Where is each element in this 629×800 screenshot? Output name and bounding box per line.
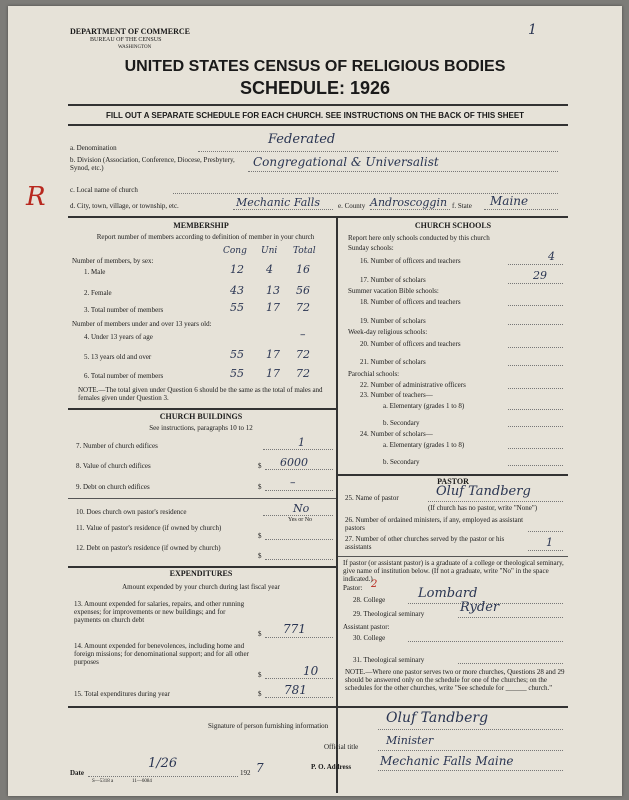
edifice-debt-amount: – [290,476,296,489]
over13-total: 72 [296,348,310,361]
male-uni: 4 [266,263,273,276]
date-value: 1/26 [148,756,178,771]
form-number: S—5318 a [92,779,114,784]
buildings-heading: CHURCH BUILDINGS [159,412,243,421]
running-expenses-value: 771 [283,622,306,636]
membership-note-top: Report number of members according to definition of member in your church [96,233,315,241]
col-uni: Uni [261,246,278,256]
q24b-label: b. Secondary [383,458,420,466]
pastor-name-label: 25. Name of pastor [345,494,399,502]
local-name-label: c. Local name of church [70,186,138,194]
buildings-sub: See instructions, paragraphs 10 to 12 [149,424,253,432]
female-label: 2. Female [84,289,112,297]
total6-uni: 17 [266,367,280,380]
pastor-name-value: Oluf Tandberg [436,484,531,499]
expenditures-heading: EXPENDITURES [169,569,233,578]
residence-own-value: No [293,502,310,515]
col-cong: Cong [223,246,247,256]
total6-total: 72 [296,367,310,380]
benevolences-label: 14. Amount expended for benevolences, including home and foreign missions; for denominational support; and for all other purposes [74,642,249,666]
sunday-heading: Sunday schools: [348,244,394,252]
running-expenses-label: 13. Amount expended for salaries, repairs, and other running expenses; for improvements or new buildings; and for payments on church debt [74,600,245,624]
q22-label: 22. Number of administrative officers [360,381,466,389]
total6-label: 6. Total number of members [84,372,164,380]
state-value: Maine [490,194,529,208]
assistant-subheading: Assistant pastor: [343,623,390,631]
other-churches-value: 1 [546,536,553,549]
edifices-value: 1 [298,436,305,449]
division-label: b. Division (Association, Conference, Diocese, Presbytery, Synod, etc.) [70,156,235,172]
q18-label: 18. Number of officers and teachers [360,298,461,306]
female-total: 56 [296,284,310,297]
other-churches-label: 27. Number of other churches served by the pastor or his assistants [345,535,505,551]
over13-cong: 55 [230,348,244,361]
pastor-footnote: NOTE.—Where one pastor serves two or more churches, Questions 28 and 29 should be answered only on the schedule for one of the churches; on the schedules for the other churches, write "See schedule for ______ church." [345,668,565,692]
year-handwritten: 7 [256,761,264,775]
pastor-red-mark: 2 [371,579,378,590]
q21-label: 21. Number of scholars [360,358,426,366]
debt-dollar: $ [258,483,262,491]
benevolences-value: 10 [303,664,319,678]
total-exp-dollar: $ [258,690,262,698]
q17-value: 29 [533,269,547,282]
over13-label: 5. 13 years old and over [84,353,152,361]
pastor-name-note: (If church has no pastor, write "None") [428,504,538,512]
female-uni: 13 [266,284,280,297]
official-title-label: Official title [324,743,359,751]
parochial-heading: Parochial schools: [348,370,400,378]
page-number-mark: 1 [528,22,537,38]
ordained-label: 26. Number of ordained ministers, if any, employed as assistant pastors [345,516,524,532]
division-value: Congregational & Universalist [253,155,439,169]
running-dollar: $ [258,630,262,638]
pastor-heading: PASTOR [437,477,469,486]
residence-debt-label: 12. Debt on pastor's residence (if owned by church) [76,544,221,552]
age-question: Number of members under and over 13 years old: [72,320,212,328]
schools-sub: Report here only schools conducted by this church [348,234,490,242]
city-town-label: d. City, town, village, or township, etc. [70,202,179,210]
seminary-label: 29. Theological seminary [353,610,425,618]
state-label: f. State [452,202,472,210]
membership-footnote: NOTE.—The total given under Question 6 should be the same as the total of males and females given under Question 3. [78,386,323,402]
membership-heading: MEMBERSHIP [173,221,229,230]
q23a-label: a. Elementary (grades 1 to 8) [383,402,465,410]
dept-label: DEPARTMENT OF COMMERCE [70,27,191,36]
q17-label: 17. Number of scholars [360,276,426,284]
form-title: UNITED STATES CENSUS OF RELIGIOUS BODIES [124,58,506,75]
col-total: Total [293,246,316,256]
total-expenditures-value: 781 [284,683,307,697]
denomination-label: a. Denomination [70,144,117,152]
schools-heading: CHURCH SCHOOLS [414,221,492,230]
edifice-value-amount: 6000 [280,456,308,469]
address-label: P. O. Address [311,763,352,771]
county-label: e. County [338,202,366,210]
census-schedule-sheet [8,6,622,796]
year-printed: 192 [240,769,251,777]
over13-uni: 17 [266,348,280,361]
edifice-dollar: $ [258,462,262,470]
seminary-value: Ryder [460,600,500,615]
form-subtitle: SCHEDULE: 1926 [239,78,391,98]
under13-label: 4. Under 13 years of age [84,333,153,341]
signature-value: Oluf Tandberg [386,710,489,726]
residence-own-label: 10. Does church own pastor's residence [76,508,187,516]
total-total: 72 [296,301,310,314]
q16-value: 4 [548,250,555,263]
graduate-instruction: If pastor (or assistant pastor) is a graduate of a college or theological seminary, give name of institution below. (If not a graduate, write "No" in the space indicated.) [343,559,564,583]
residence-value-label: 11. Value of pastor's residence (if owned by church) [76,524,222,532]
q19-label: 19. Number of scholars [360,317,426,325]
print-number: 11—6084 [132,779,152,784]
under13-total: – [300,328,306,341]
total6-cong: 55 [230,367,244,380]
expenditures-sub: Amount expended by your church during last fiscal year [122,583,280,591]
pastor-subheading: Pastor: [343,584,363,592]
q24a-label: a. Elementary (grades 1 to 8) [383,441,465,449]
benevolences-dollar: $ [258,671,262,679]
address-value: Mechanic Falls Maine [380,754,514,768]
total-cong: 55 [230,301,244,314]
signature-label: Signature of person furnishing information [208,722,329,730]
city-town-value: Mechanic Falls [236,196,320,209]
q20-label: 20. Number of officers and teachers [360,340,461,348]
edifice-debt-label: 9. Debt on church edifices [76,483,150,491]
total-uni: 17 [266,301,280,314]
male-cong: 12 [230,263,244,276]
college-label: 28. College [353,596,386,604]
yes-no-hint: Yes or No [288,517,313,523]
college-value: Lombard [418,586,478,601]
date-label: Date [70,769,84,777]
asst-college-label: 30. College [353,634,386,642]
sex-question: Number of members, by sex: [72,257,154,265]
edifice-value-label: 8. Value of church edifices [76,462,151,470]
summer-heading: Summer vacation Bible schools: [348,287,439,295]
q16-label: 16. Number of officers and teachers [360,257,461,265]
residence-debt-dollar: $ [258,552,262,560]
county-value: Androscoggin [370,196,448,209]
asst-seminary-label: 31. Theological seminary [353,656,425,664]
review-mark: R [26,182,46,212]
official-title-value: Minister [386,734,434,747]
male-label: 1. Male [84,268,106,276]
total-members-label: 3. Total number of members [84,306,164,314]
bureau-label: BUREAU OF THE CENSUS [90,37,162,43]
q23-label: 23. Number of teachers— [360,391,433,399]
edifices-label: 7. Number of church edifices [76,442,158,450]
residence-dollar: $ [258,532,262,540]
q23b-label: b. Secondary [383,419,420,427]
male-total: 16 [296,263,310,276]
instruction-banner: FILL OUT A SEPARATE SCHEDULE FOR EACH CHURCH. SEE INSTRUCTIONS ON THE BACK OF THIS SHEET [105,111,525,120]
q24-label: 24. Number of scholars— [360,430,433,438]
female-cong: 43 [230,284,244,297]
city-label: WASHINGTON [118,45,152,50]
denomination-value: Federated [268,132,336,147]
weekday-heading: Week-day religious schools: [348,328,428,336]
total-expenditures-label: 15. Total expenditures during year [74,690,170,698]
